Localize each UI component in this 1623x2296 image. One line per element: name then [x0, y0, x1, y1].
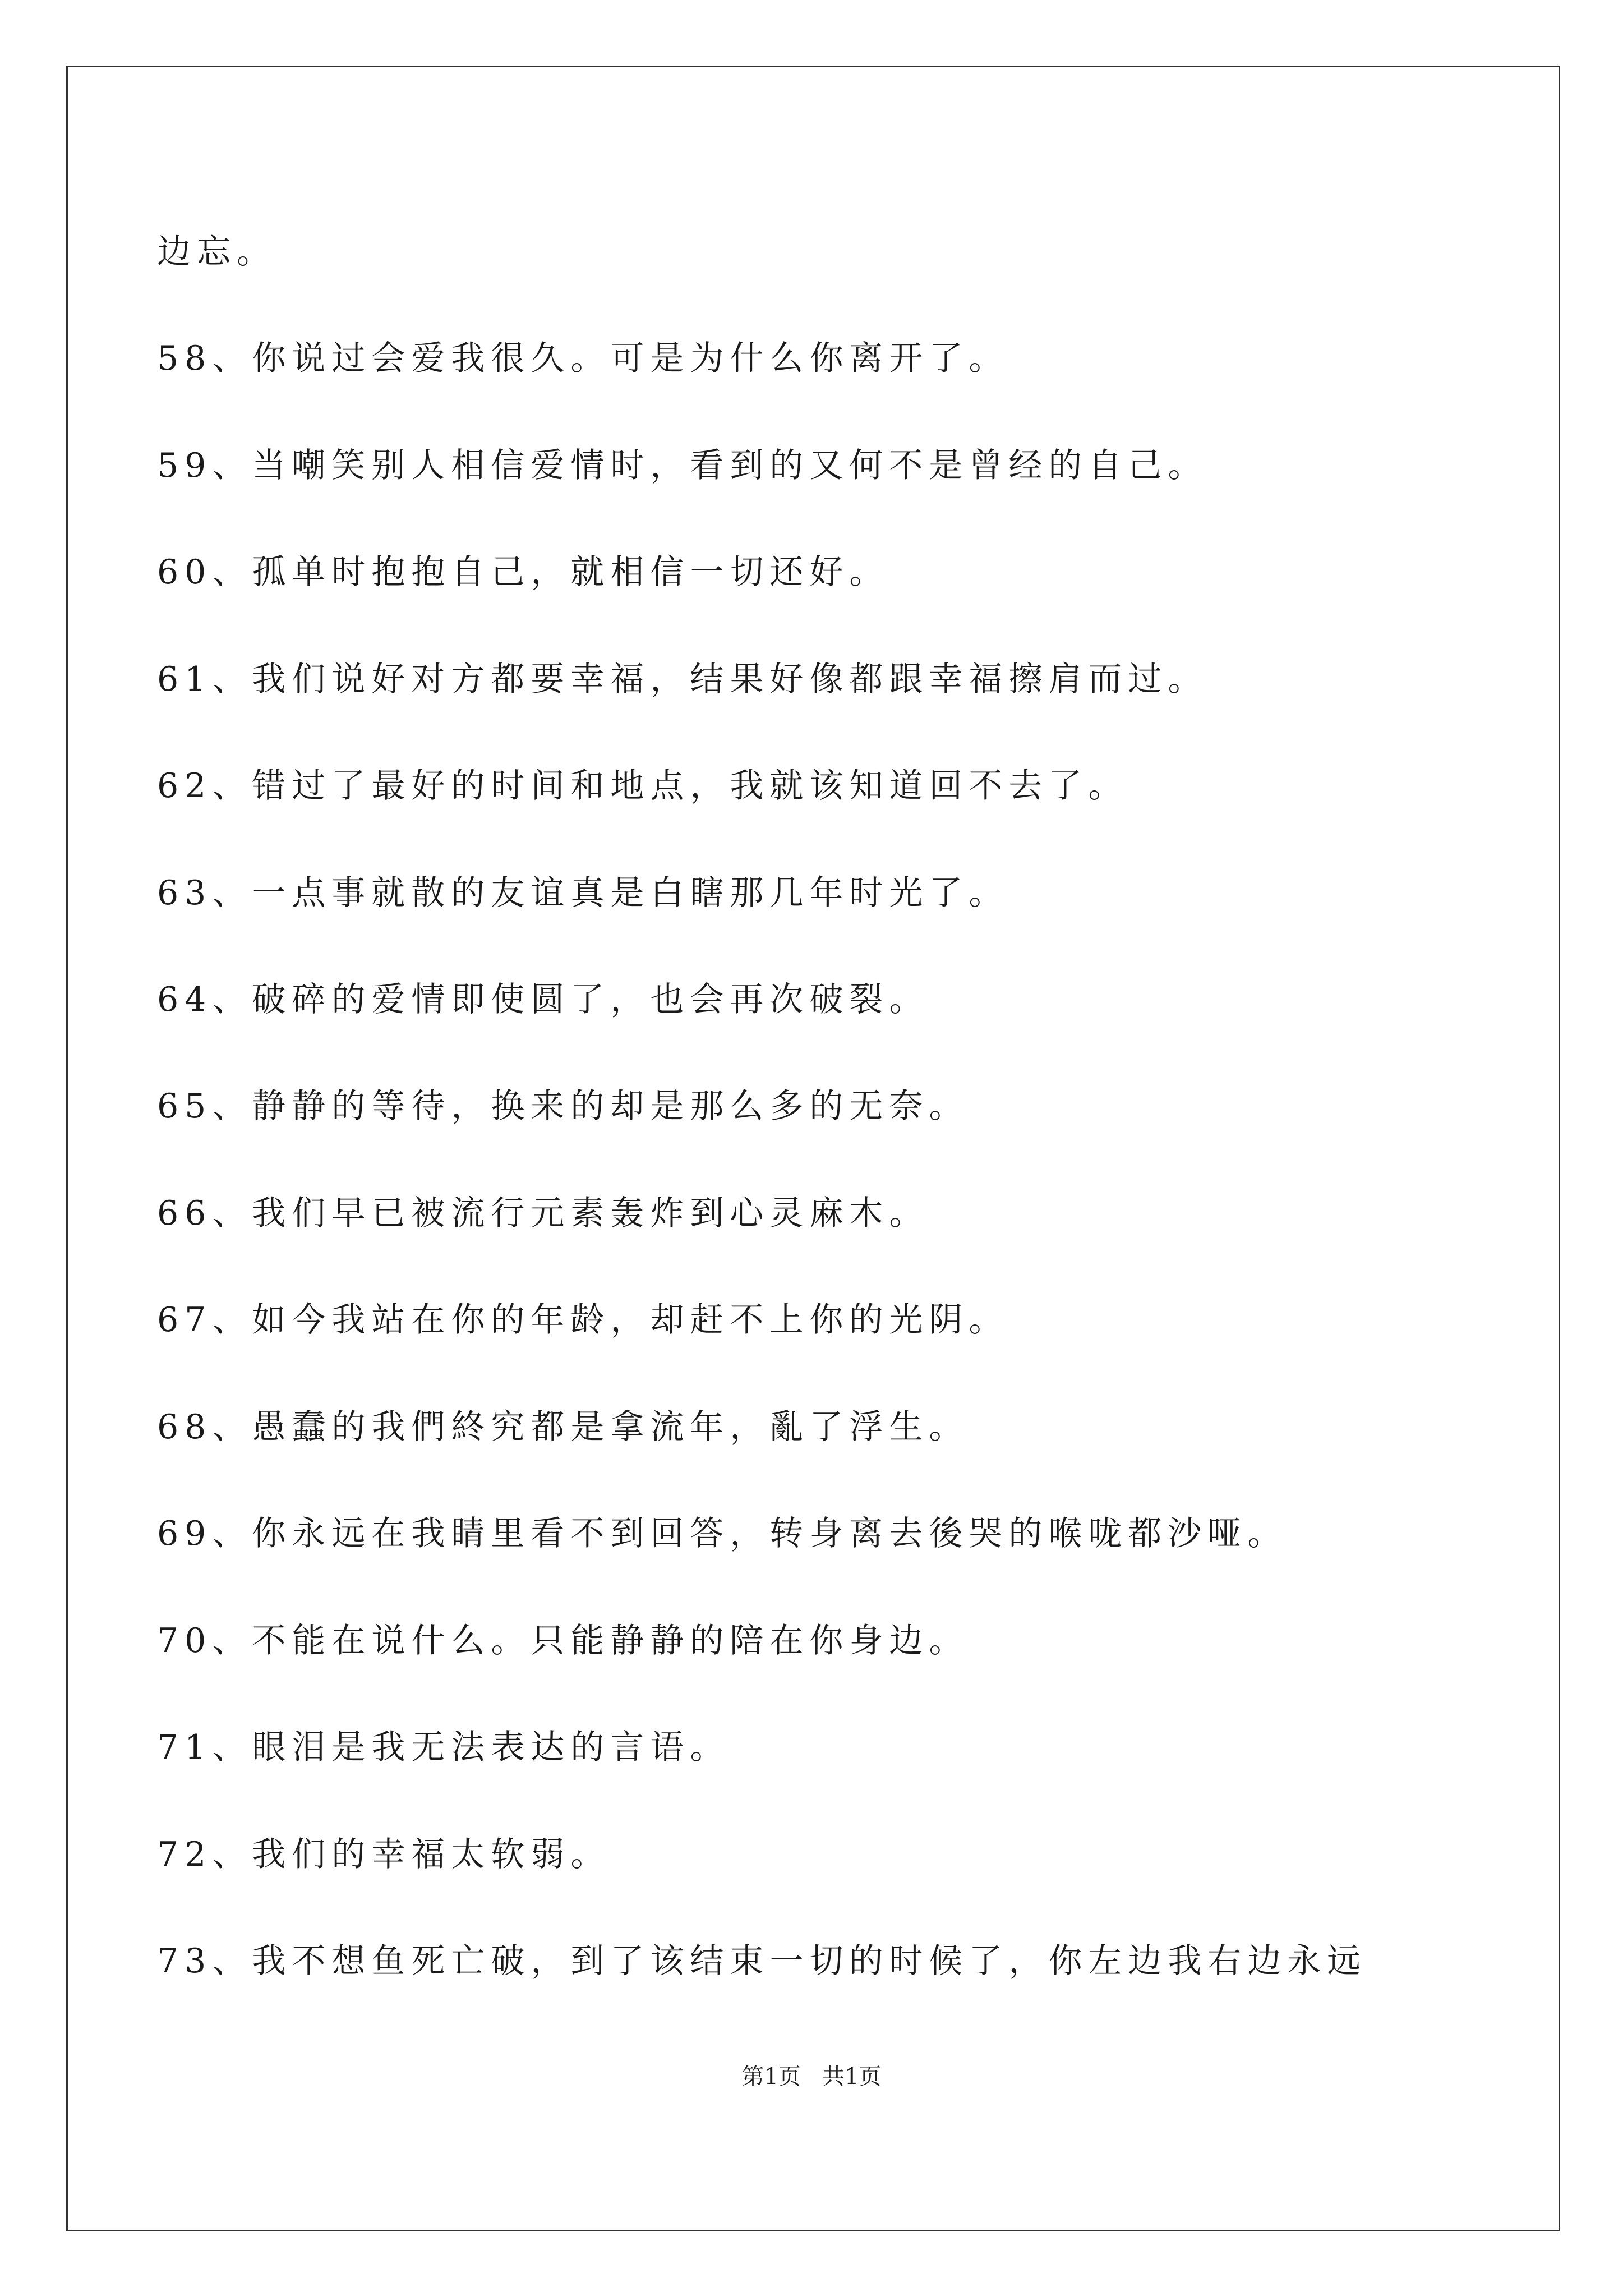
text-line: 67、如今我站在你的年龄，却赶不上你的光阴。 [157, 1300, 1009, 1340]
text-line: 边忘。 [157, 232, 276, 272]
page-footer: 第1页 共1页 [741, 2064, 882, 2090]
text-line: 68、愚蠢的我們終究都是拿流年，亂了浮生。 [157, 1407, 969, 1447]
text-line: 73、我不想鱼死亡破，到了该结束一切的时候了，你左边我右边永远 [157, 1941, 1367, 1981]
page-border [66, 66, 1560, 2231]
text-line: 60、孤单时抱抱自己，就相信一切还好。 [157, 553, 889, 592]
text-line: 72、我们的幸福太软弱。 [157, 1835, 611, 1874]
text-line: 66、我们早已被流行元素轰炸到心灵麻木。 [157, 1194, 929, 1233]
text-line: 61、我们说好对方都要幸福，结果好像都跟幸福擦肩而过。 [157, 660, 1208, 699]
text-line: 65、静静的等待，换来的却是那么多的无奈。 [157, 1087, 969, 1126]
text-line: 71、眼泪是我无法表达的言语。 [157, 1728, 730, 1767]
text-line: 70、不能在说什么。只能静静的陪在你身边。 [157, 1621, 969, 1660]
text-line: 69、你永远在我睛里看不到回答，转身离去後哭的喉咙都沙哑。 [157, 1514, 1288, 1553]
text-line: 62、错过了最好的时间和地点，我就该知道回不去了。 [157, 766, 1128, 806]
text-line: 58、你说过会爱我很久。可是为什么你离开了。 [157, 339, 1009, 378]
text-line: 64、破碎的爱情即使圆了，也会再次破裂。 [157, 980, 929, 1019]
text-line: 59、当嘲笑别人相信爱情时，看到的又何不是曾经的自己。 [157, 446, 1208, 485]
text-line: 63、一点事就散的友谊真是白瞎那几年时光了。 [157, 873, 1009, 913]
